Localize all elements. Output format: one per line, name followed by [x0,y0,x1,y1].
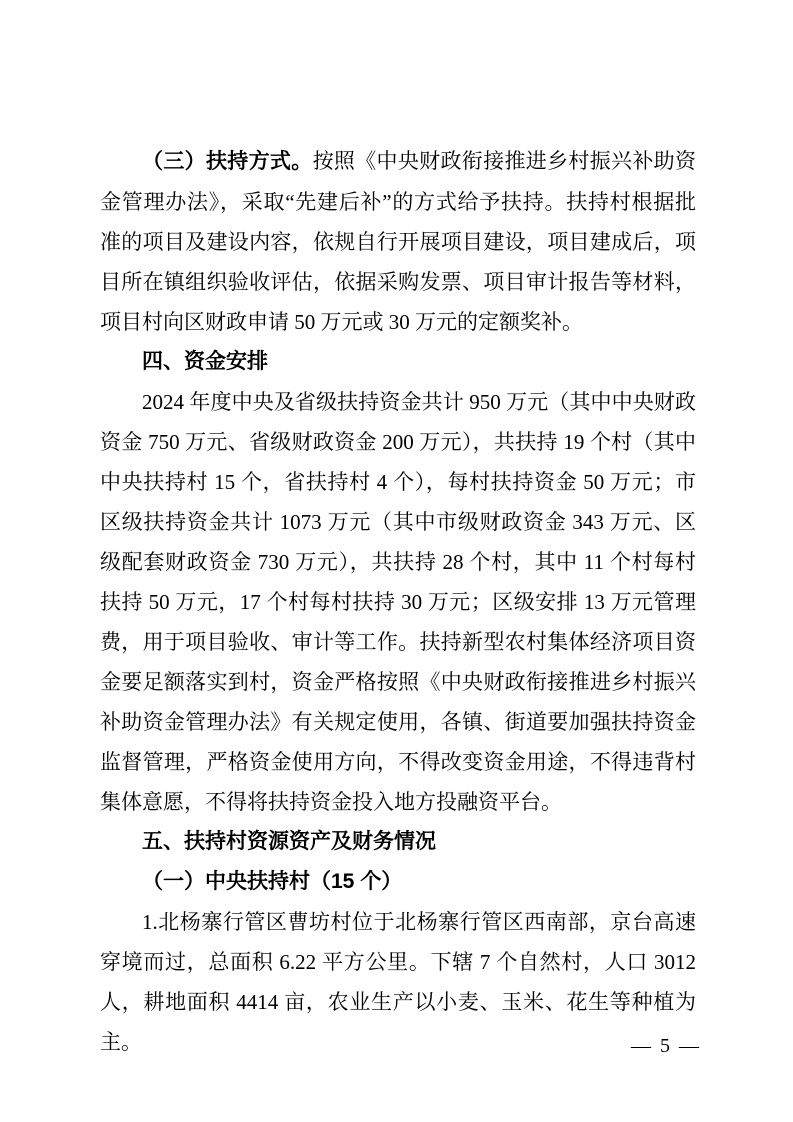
page-number: — 5 — [631,1035,701,1057]
heading-section4-funding-arrangement: 四、资金安排 [142,350,268,373]
paragraph-funding-details: 2024 年度中央及省级扶持资金共计 950 万元（其中中央财政资金 750 万元、省级财政资金 200 万元），共扶持 19 个村（其中中央扶持村 15 个，省扶持村 4 个），每村扶持资金 50 万元；市区级扶持资金共计 1073 万元（其中市级财政资金 343 万元、区级配套财政资金 730 万元），共扶持 28 个村，其中 11 个村每村扶持 50 万元，17 个村每村扶持 30 万元；区级安排 13 万元管理费，用于项目验收、审计等工作。扶持新型农村集体经济项目资金要足额落实到村，资金严格按照《中央财政衔接推进乡村振兴补助资金管理办法》有关规定使用，各镇、街道要加强扶持资金监督管理，严格资金使用方向，不得改变资金用途，不得违背村集体意愿，不得将扶持资金投入地方投融资平台。 [100,390,696,814]
subheading-central-supported-villages: （一）中央扶持村（15 个） [142,870,403,893]
heading-section5-village-assets: 五、扶持村资源资产及财务情况 [142,830,436,853]
paragraph-village-caofang: 1.北杨寨行管区曹坊村位于北杨寨行管区西南部，京台高速穿境而过，总面积 6.22 平方公里。下辖 7 个自然村，人口 3012 人，耕地面积 4414 亩，农业生产以小麦、玉米、花生等种植为主。 [100,910,696,1054]
paragraph-support-method [100,141,696,342]
paragraph-support-method-body: 按照《中央财政衔接推进乡村振兴补助资金管理办法》，采取“先建后补”的方式给予扶持。扶持村根据批准的项目及建设内容，依规自行开展项目建设，项目建成后，项目所在镇组织验收评估，依据采购发票、项目审计报告等材料，项目村向区财政申请 50 万元或 30 万元的定额奖补。 [100,149,697,334]
paragraph-support-method-lead: （三）扶持方式。 [142,150,313,173]
